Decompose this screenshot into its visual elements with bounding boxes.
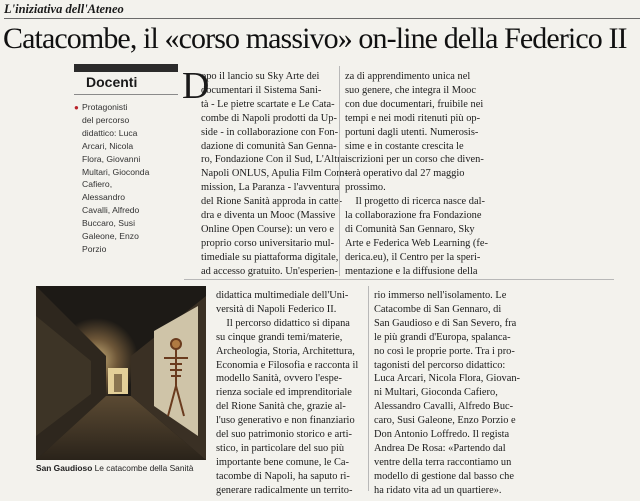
text-line: Economia e Filosofia e racconta il [216,359,359,371]
text-line: suo genere, che integra il Mooc [345,84,476,96]
text-line: generare radicalmente un territo- [216,484,353,496]
sidebar-body: Protagonisti del percorso didattico: Luca Arcari, Nicola Flora, Giovanni Multari, Gioconda Cafiero, Alessandro Cavalli, Alfredo Buccaro, Susi Galeone, Enzo Porzio [82,102,150,254]
drop-cap: D [182,65,210,107]
text-line: tagonisti del percorso didattico: [374,359,506,371]
text-line: Andrea De Rosa: «Partendo dal [374,442,506,454]
text-line: za di apprendimento unica nel [345,71,471,82]
text-line: Don Antonio Loffredo. Il regista [374,429,510,441]
text-line: rienza sociale ed imprenditoriale [216,387,352,399]
text-line: Il percorso didattico si dipana [216,317,350,329]
text-line: side - in collaborazione con Fon- [201,126,339,138]
text-line: dra e diventa un Mooc (Massive [201,210,336,222]
text-line: modello di gestione dal basso che [374,470,514,482]
text-line: proprio corso universitario mul- [201,237,335,249]
text-line: opo il lancio su Sky Arte dei [201,71,320,82]
sidebar-top-bar [74,64,178,72]
text-line: le più grandi d'Europa, spalanca- [374,331,511,343]
text-line: stico, in particolare del suo più [216,442,345,454]
text-line: sime e in costante crescita le [345,140,464,152]
text-line: tacombe di Napoli, ha saputo ri- [216,470,350,482]
kicker-divider [4,18,640,19]
caption-text: Le catacombe della Sanità [94,463,194,473]
text-line: Napoli ONLUS, Apulia Film Com- [201,168,348,180]
text-line: timediale su piattaforma digitale, [201,251,339,263]
text-line: San Gaudioso e di San Severo, fra [374,317,517,329]
text-line: mentazione e la diffusione della [345,265,478,277]
text-line: no così le proprie porte. Tra i pro- [374,345,515,357]
text-line: del suo patrimonio storico e arti- [216,429,352,441]
text-line: Alessandro Cavalli, Alfredo Buc- [374,401,514,413]
article-headline: Catacombe, il «corso massivo» on-line della Federico II [3,22,627,55]
text-line: ni Multari, Gioconda Cafiero, [374,387,498,399]
text-line: Il progetto di ricerca nasce dal- [345,196,485,208]
text-line: rio immerso nell'isolamento. Le [374,290,507,301]
text-line: terà operativo dal 27 maggio [345,168,465,180]
text-line: ha ridato vita ad un quartiere». [374,484,502,496]
column-4-bottom [374,289,520,498]
text-line: Online Open Course): un vero e [201,223,335,235]
text-line: la collaborazione fra Fondazione [345,210,482,222]
text-line: derica.eu), il Centro per la speri- [345,251,481,263]
section-kicker: L'iniziativa dell'Ateneo [4,2,124,16]
sidebar-title: Docenti [74,72,178,95]
text-line: tà - Le pietre scartate e Le Cata- [201,98,335,110]
text-line: Archeologia, Storia, Architettura, [216,345,355,357]
text-line: iscrizioni per un corso che diven- [345,154,484,166]
text-line: Luca Arcari, Nicola Flora, Giovan- [374,373,520,385]
text-line: di Comunità San Gennaro, Sky [345,223,475,235]
text-line: versità di Napoli Federico II. [216,303,337,315]
docenti-sidebar [74,64,178,256]
text-line: importante bene comune, le Ca- [216,456,350,468]
text-line: dazione di comunità San Genna- [201,140,337,152]
caption-place: San Gaudioso [36,463,93,473]
text-line: Arte e Federica Web Learning (fe- [345,237,488,249]
text-line: tempi e nei modi ritenuti più op- [345,112,481,124]
text-line: caro, Susi Galeone, Enzo Porzio e [374,415,516,427]
text-line: ventre della terra raccontiamo un [374,456,512,468]
column-1-top [201,70,348,279]
text-line: del Rione Sanità che, grazie al- [216,401,346,413]
text-line: ro, Fondazione Con il Sud, L'Altra [201,154,346,166]
column-divider [368,286,369,491]
text-line: portuni dagli utenti. Numerosis- [345,126,479,138]
text-line: ad accesso gratuito. Un'esperien- [201,265,338,277]
text-line: combe di Napoli prodotti da Up- [201,112,337,124]
column-divider [339,66,340,276]
text-line: documentari il Sistema Sani- [201,84,322,96]
text-line: didattica multimediale dell'Uni- [216,290,349,301]
sidebar-bullet-icon: ● [74,103,79,112]
column-3-bottom [216,289,358,498]
text-line: Catacombe di San Gennaro, di [374,303,502,315]
text-line: modello Sanità, ovvero l'espe- [216,373,342,385]
text-line: con due documentari, fruibile nei [345,98,484,110]
text-line: del Rione Sanità approda in catte- [201,196,343,208]
text-line: mission, La Paranza - l'avventura [201,182,340,194]
catacomb-photo [36,286,206,460]
section-divider [184,279,614,280]
photo-caption [36,463,236,473]
text-line: su cinque grandi temi/materie, [216,331,343,343]
column-2-top [345,70,488,279]
text-line: l'uso generativo e non finanziario [216,415,355,427]
text-line: prossimo. [345,182,386,194]
